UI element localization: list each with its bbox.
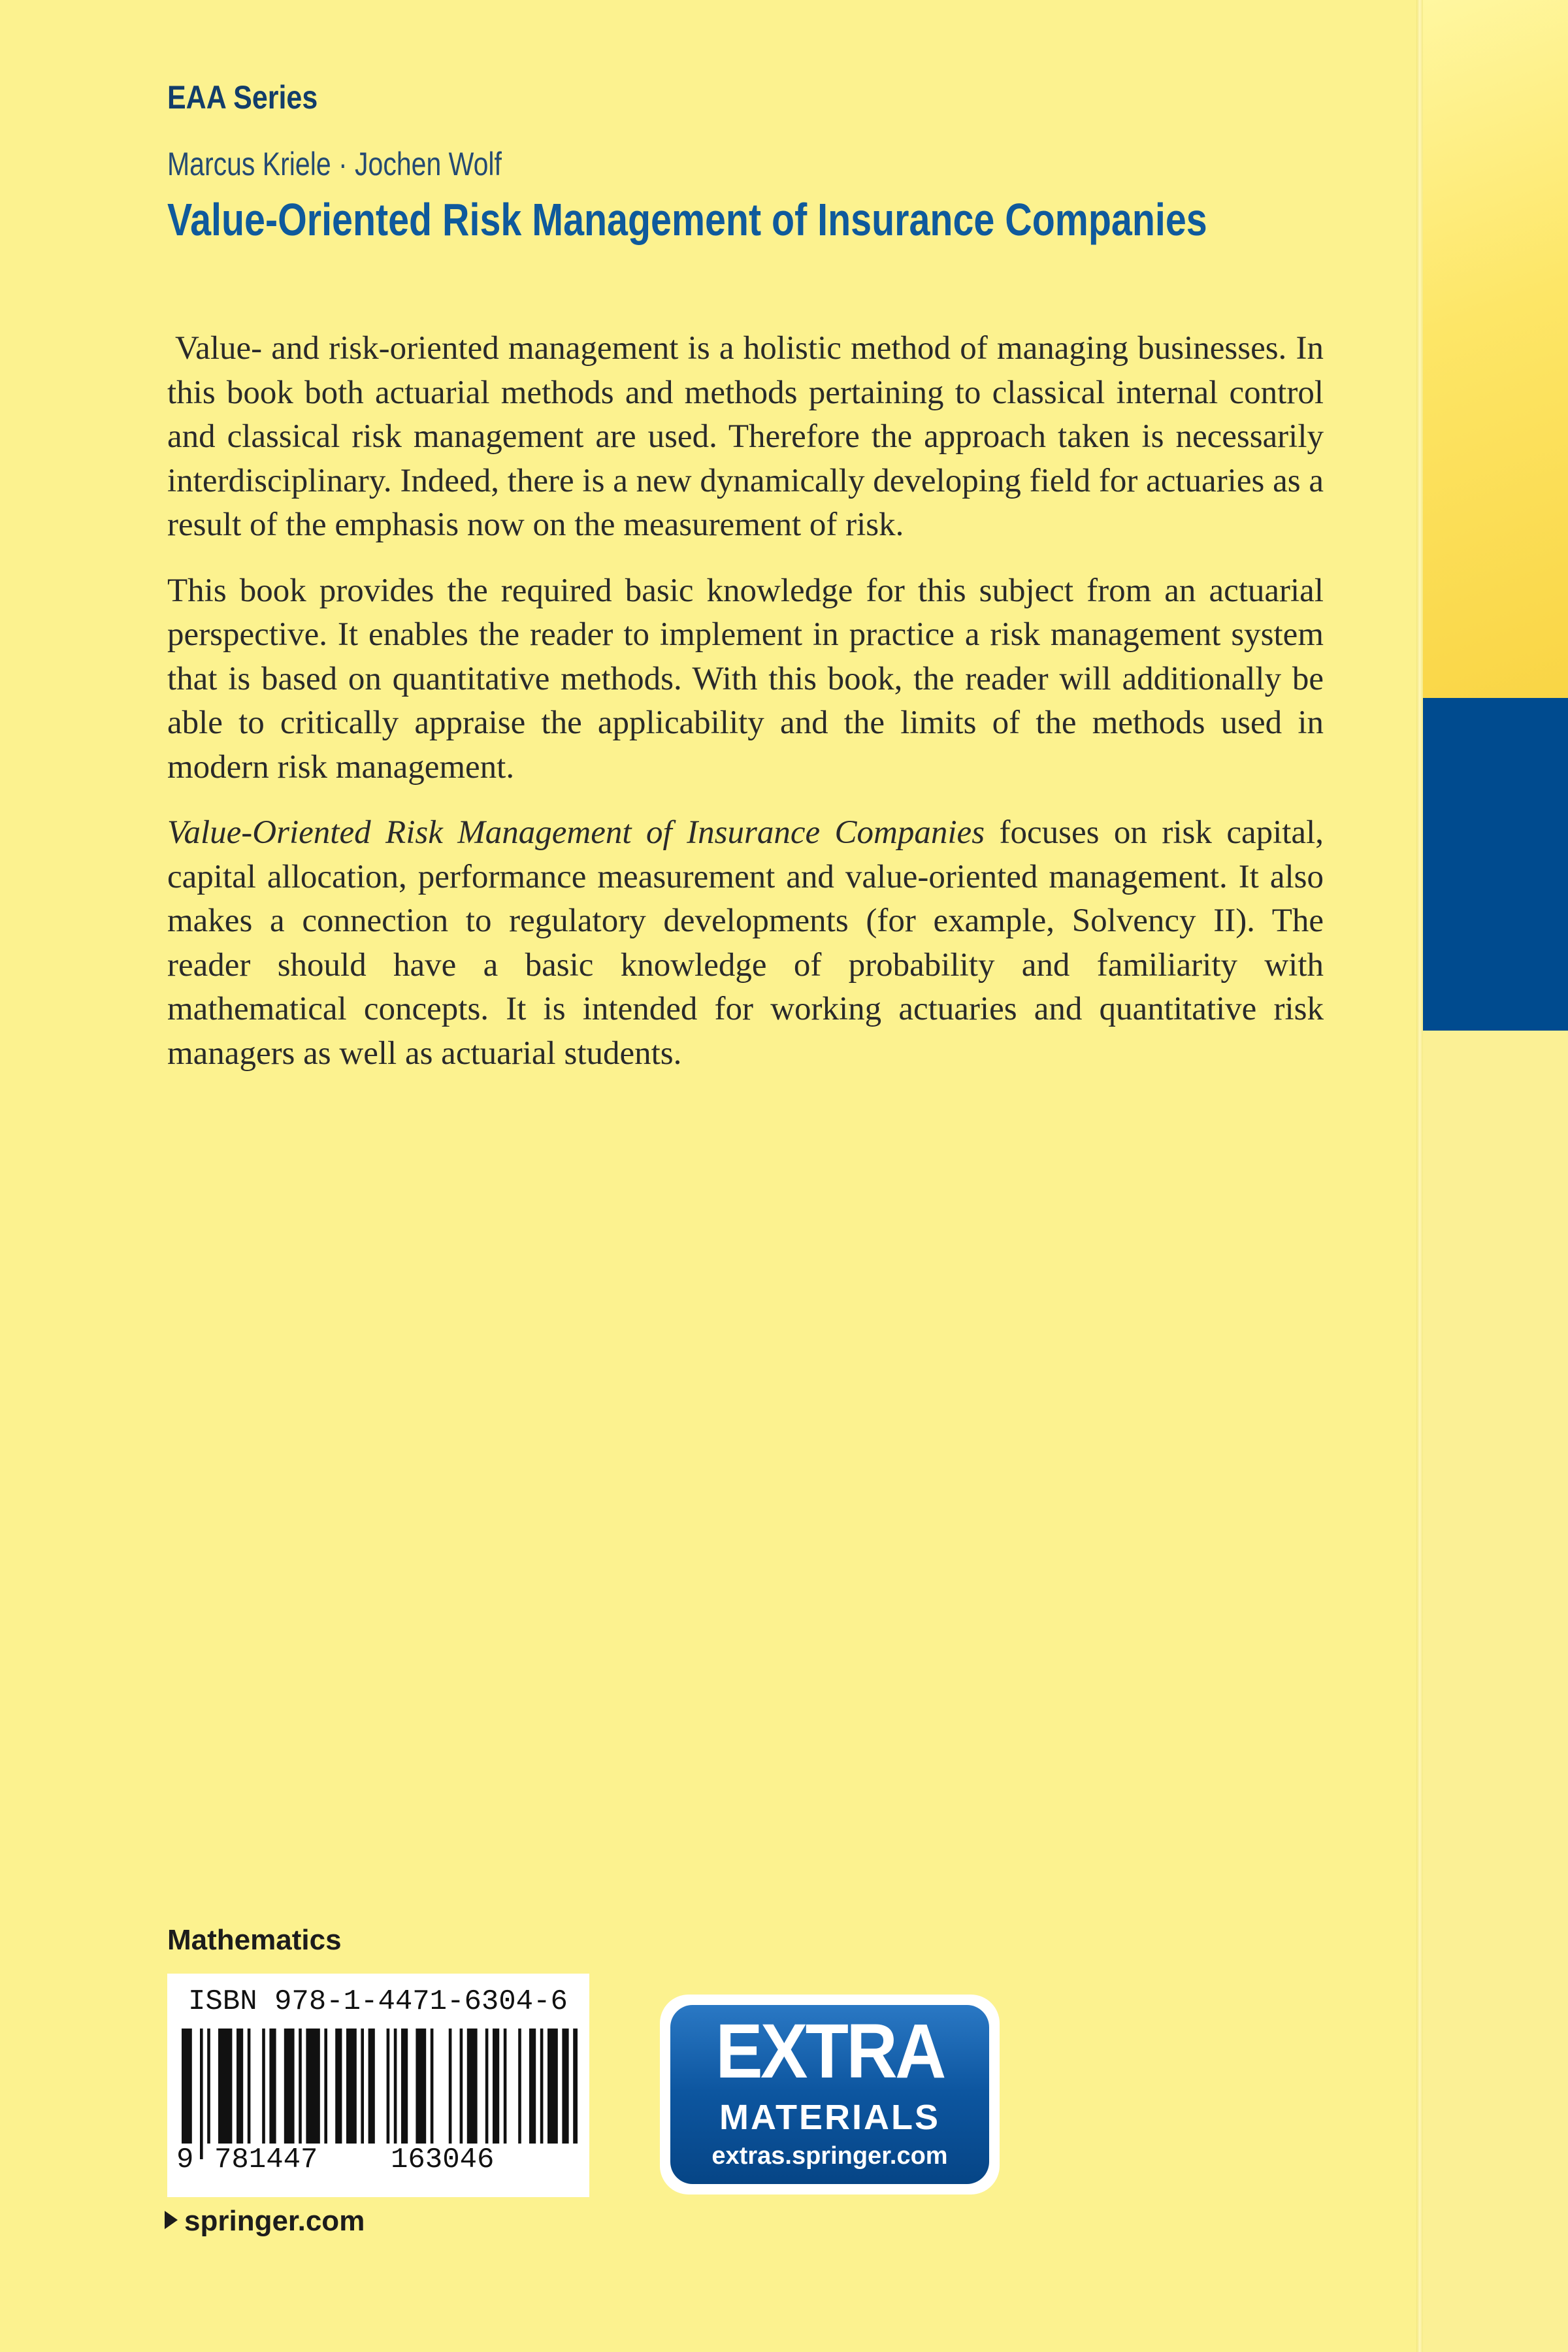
- blurb-title-reference: Value-Oriented Risk Management of Insurance Companies: [167, 814, 985, 851]
- barcode-bar: [335, 2029, 342, 2144]
- barcode-bar: [562, 2029, 568, 2144]
- barcode-bar: [504, 2029, 507, 2144]
- blurb-paragraph-3-text: focuses on risk capital, capital allocation, performance measurement and value-oriented management. It also makes a connection to regulatory developments (for example, Solvency II). The reader should have a basic knowledge of probability and familiarity with mathematical concepts. It is intended for working actuaries and quantitative risk managers as well as actuarial students.: [167, 814, 1324, 1072]
- barcode-bar: [485, 2029, 489, 2159]
- barcode-bar: [299, 2029, 302, 2144]
- isbn-label: ISBN 978-1-4471-6304-6: [188, 1985, 568, 2018]
- barcode-bar: [416, 2029, 426, 2144]
- subject-category: Mathematics: [167, 1924, 342, 1956]
- barcode-digit-group-2: 163046: [391, 2144, 495, 2176]
- spine-blue-band: [1423, 698, 1568, 1031]
- spine-gradient-band: [1423, 0, 1568, 698]
- barcode-digits: [167, 2144, 589, 2183]
- barcode-bar: [401, 2029, 408, 2144]
- barcode-bar: [518, 2029, 521, 2144]
- barcode-bar: [540, 2029, 544, 2144]
- barcode-bar: [218, 2029, 232, 2144]
- blurb: [167, 327, 1324, 1097]
- barcode-bar: [248, 2029, 251, 2144]
- book-title: Value-Oriented Risk Management of Insurance Companies: [167, 194, 1207, 245]
- barcode-bar: [182, 2029, 192, 2159]
- barcode-bar: [324, 2029, 327, 2144]
- barcode-bar: [387, 2029, 390, 2144]
- barcode-bar: [368, 2029, 375, 2144]
- authors: Marcus Kriele · Jochen Wolf: [167, 146, 502, 182]
- barcode-bar: [262, 2029, 265, 2144]
- cover-fold: [1416, 0, 1423, 2352]
- barcode-bar: [547, 2029, 558, 2144]
- barcode-bar: [529, 2029, 536, 2144]
- barcode-bar: [467, 2029, 478, 2159]
- publisher-link-text: springer.com: [184, 2205, 365, 2237]
- extra-title: EXTRA: [715, 2008, 944, 2095]
- barcode-bars: [179, 2029, 578, 2159]
- barcode-bar: [460, 2029, 463, 2144]
- blurb-paragraph-1: Value- and risk-oriented management is a holistic method of managing businesses. In this book both actuarial methods and methods pertaining to classical internal control and classical risk management are used. Therefore the approach taken is necessarily interdisciplinary. Indeed, there is a new dynamically developing field for actuaries as a result of the emphasis now on the measurement of risk.: [167, 330, 1324, 543]
- extra-subtitle: MATERIALS: [719, 2098, 940, 2137]
- barcode-bar: [284, 2029, 295, 2144]
- extra-materials-badge: [660, 1995, 1000, 2195]
- barcode-bar: [493, 2029, 499, 2144]
- publisher-link[interactable]: [165, 2205, 365, 2238]
- extra-url: extras.springer.com: [711, 2142, 948, 2170]
- barcode-bar: [200, 2029, 203, 2159]
- barcode-bar: [394, 2029, 397, 2144]
- barcode-bar: [449, 2029, 452, 2144]
- extra-materials-panel: [670, 2005, 989, 2184]
- barcode-bar: [431, 2029, 434, 2144]
- barcode-bar: [573, 2029, 578, 2144]
- barcode-bar: [207, 2029, 210, 2144]
- blurb-paragraph-3: [167, 811, 1324, 1076]
- isbn-barcode: [167, 1974, 589, 2197]
- blurb-paragraph-2: This book provides the required basic knowledge for this subject from an actuarial perspective. It enables the reader to implement in practice a risk management system that is based on quantitative methods. With this book, the reader will additionally be able to critically appraise the applicability and the limits of the methods used in modern risk management.: [167, 572, 1324, 786]
- barcode-bar: [269, 2029, 276, 2144]
- barcode-bar: [237, 2029, 243, 2144]
- barcode-bar: [361, 2029, 364, 2144]
- series-name: EAA Series: [167, 79, 318, 116]
- triangle-arrow-icon: [165, 2211, 178, 2229]
- barcode-digit-group-1: 781447: [214, 2144, 318, 2176]
- barcode-bar: [306, 2029, 319, 2144]
- barcode-bar: [346, 2029, 357, 2144]
- barcode-digit-lead: 9: [176, 2144, 194, 2176]
